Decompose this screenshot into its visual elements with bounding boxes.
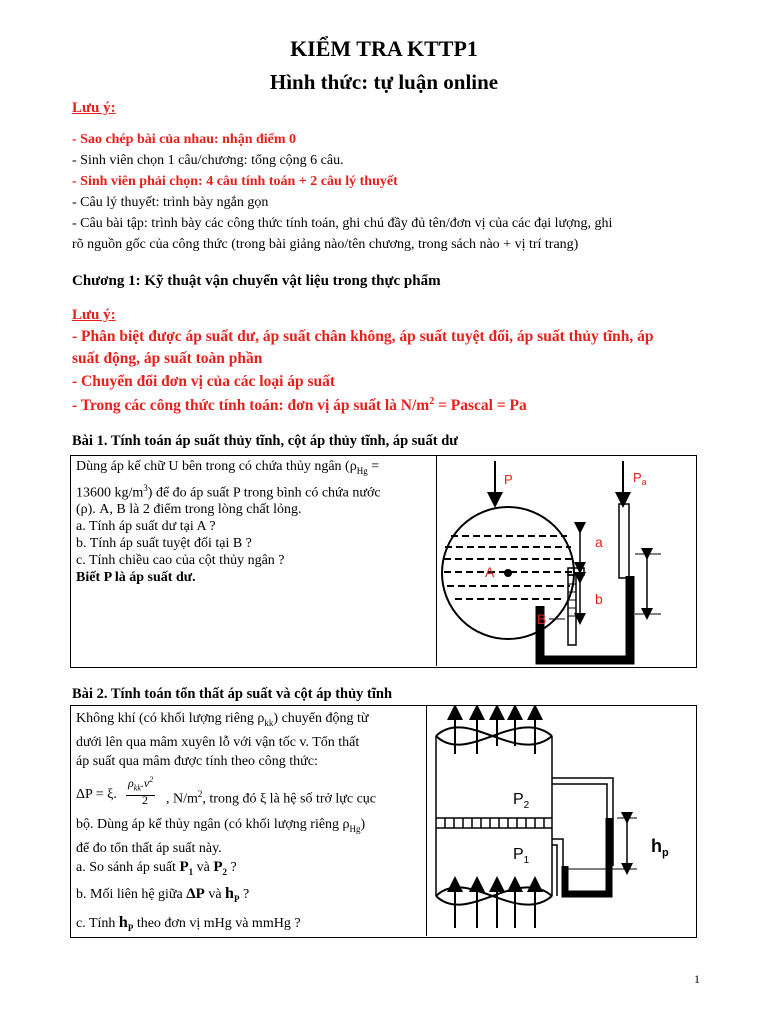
bai-1-title: Bài 1. Tính toán áp suất thủy tĩnh, cột áp thủy tĩnh, áp suất dư xyxy=(72,433,458,449)
note-line-5: - Câu bài tập: trình bày các công thức tính toán, ghi chú đầy đủ tên/đơn vị của các đại lượng, ghi xyxy=(72,216,613,231)
note-line-3: - Sinh viên phải chọn: 4 câu tính toán + 2 câu lý thuyết xyxy=(72,174,398,189)
chapter-1-title: Chương 1: Kỹ thuật vận chuyển vật liệu trong thực phẩm xyxy=(72,273,441,289)
chapter-1-note-line-2: suất động, áp suất toàn phần xyxy=(72,350,263,367)
label-p: P xyxy=(504,472,513,487)
bai-2-title: Bài 2. Tính toán tổn thất áp suất và cột áp thủy tĩnh xyxy=(72,686,393,702)
note-line-1: - Sao chép bài của nhau: nhận điểm 0 xyxy=(72,132,297,147)
bai-1-figure xyxy=(437,456,694,665)
pressure-loss-formula: ΔP = ξ. $\rho_{kk}.v^2$ 2 , $N/m^2$, trong đó ξ là hệ số trở lực cục xyxy=(76,774,377,807)
label-p2: $P_2$ xyxy=(513,791,530,811)
bai-1-text: Dùng áp kế chữ U bên trong có chứa thủy ngân ($\rho_{Hg}$ = 13600 $kg/m^3$) để đo áp suất P trong bình có chứa nước (ρ). A, B là 2 điểm trong lòng chất lỏng. a. Tính áp suất dư tại A ? b. Tính áp suất tuyệt đối tại B ? c. Tính chiều cao của cột thủy ngân ? Biết P là áp suất dư. xyxy=(76,459,381,586)
bai-2-figure xyxy=(427,706,694,935)
page-title: KIỂM TRA KTTP1 xyxy=(290,36,478,61)
chapter-1-note-line-1: - Phân biệt được áp suất dư, áp suất chân không, áp suất tuyệt đối, áp suất thủy tĩnh, áp xyxy=(72,328,654,345)
note-line-4: - Câu lý thuyết: trình bày ngắn gọn xyxy=(72,195,269,210)
chapter-1-note-line-4: - Trong các công thức tính toán: đơn vị áp suất là $N/m^2$ = Pascal = Pa xyxy=(72,396,527,415)
chapter-1-note-line-3: - Chuyển đổi đơn vị của các loại áp suất xyxy=(72,373,336,390)
chapter-1-note-heading: Lưu ý: xyxy=(72,307,116,323)
label-hp: $h_p$ xyxy=(651,836,669,859)
note-line-2: - Sinh viên chọn 1 câu/chương: tổng cộng 6 câu. xyxy=(72,153,344,168)
label-b-point: B xyxy=(537,611,547,627)
manometer-mercury xyxy=(565,818,609,894)
label-b-dim: b xyxy=(595,591,603,607)
point-a xyxy=(504,569,512,577)
page-number: 1 xyxy=(694,972,700,986)
label-pa: $P_a$ xyxy=(633,470,647,487)
label-a-dim: a xyxy=(595,534,603,550)
note-line-6: rõ nguồn gốc của công thức (trong bài giảng nào/tên chương, trong sách nào + vị trí trang) xyxy=(72,237,579,252)
page-subtitle: Hình thức: tự luận online xyxy=(269,70,499,94)
note-heading: Lưu ý: xyxy=(72,100,116,116)
perforated-tray xyxy=(436,818,552,828)
label-p1: $P_1$ xyxy=(513,846,530,866)
label-a-point: A xyxy=(485,564,495,580)
bai-2-text: Không khí (có khối lượng riêng $\rho_{kk}$) chuyển động từ dưới lên qua mâm xuyên lỗ với vận tốc v. Tổn thất áp suất qua mâm được tính theo công thức: ΔP = ξ. $\rho_{kk}.v^2$ 2 , $N/m^2$, trong đó ξ là hệ số trở lực cục bộ. Dùng áp kế thủy ngân (có khối lượng riêng $\rho_{Hg}$) để đo tổn thất áp suất này. a. So sánh áp suất $P_1$ và $P_2$ ? b. Mối liên hệ giữa ΔP và $h_P$ ? c. Tính $h_P$ theo đơn vị mHg và mmHg ? xyxy=(76,709,422,938)
